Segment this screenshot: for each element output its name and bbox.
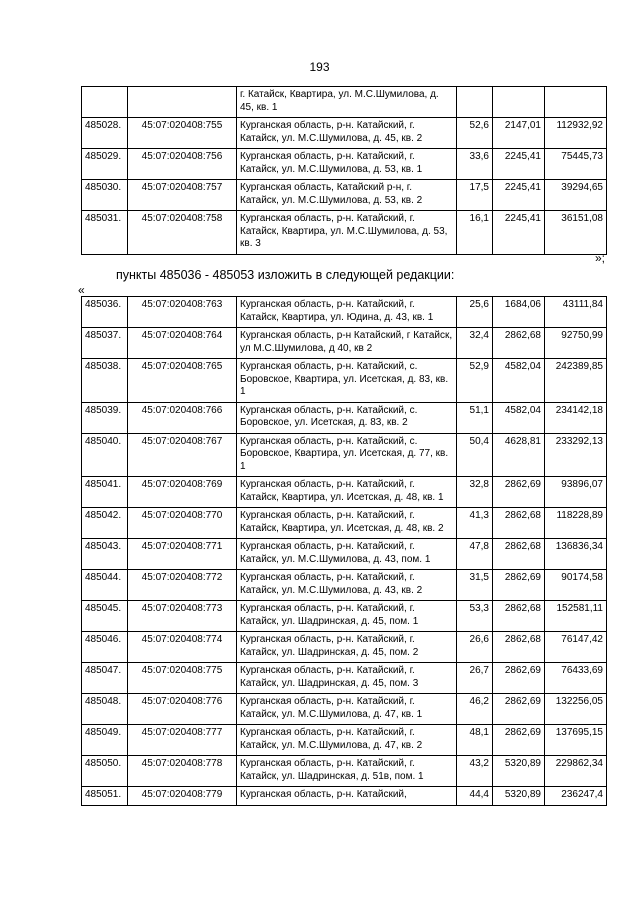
cadastral-number-cell: 45:07:020408:763 xyxy=(128,297,237,328)
item-number-cell xyxy=(82,87,128,118)
cadastral-cost-cell: 118228,89 xyxy=(545,508,607,539)
item-number-cell: 485038. xyxy=(82,359,128,403)
registry-table-previous-body xyxy=(82,87,607,255)
unit-price-cell: 2862,68 xyxy=(493,632,545,663)
unit-price-cell: 2862,68 xyxy=(493,328,545,359)
area-value-cell: 44,4 xyxy=(457,787,493,806)
address-cell: г. Катайск, Квартира, ул. М.С.Шумилова, д. 45, кв. 1 xyxy=(237,87,457,118)
closing-quote: »; xyxy=(594,251,605,265)
address-cell: Курганская область, р-н. Катайский, г. Катайск, ул. М.С.Шумилова, д. 47, кв. 2 xyxy=(237,725,457,756)
cadastral-cost-cell: 43111,84 xyxy=(545,297,607,328)
address-cell: Курганская область, Катайский р-н, г. Катайск, ул. М.С.Шумилова, д. 53, кв. 2 xyxy=(237,180,457,211)
cadastral-cost-cell: 132256,05 xyxy=(545,694,607,725)
item-number-cell: 485050. xyxy=(82,756,128,787)
cadastral-number-cell: 45:07:020408:771 xyxy=(128,539,237,570)
item-number-cell: 485028. xyxy=(82,118,128,149)
unit-price-cell: 2862,68 xyxy=(493,601,545,632)
area-value-cell: 50,4 xyxy=(457,433,493,477)
cadastral-cost-cell: 234142,18 xyxy=(545,402,607,433)
table-row xyxy=(82,570,607,601)
area-value-cell: 33,6 xyxy=(457,149,493,180)
item-number-cell: 485051. xyxy=(82,787,128,806)
table-row xyxy=(82,787,607,806)
area-value-cell: 31,5 xyxy=(457,570,493,601)
address-cell: Курганская область, р-н. Катайский, г. Катайск, ул. М.С.Шумилова, д. 47, кв. 1 xyxy=(237,694,457,725)
area-value-cell: 47,8 xyxy=(457,539,493,570)
item-number-cell: 485036. xyxy=(82,297,128,328)
table-row xyxy=(82,539,607,570)
unit-price-cell: 2245,41 xyxy=(493,180,545,211)
area-value-cell: 51,1 xyxy=(457,402,493,433)
cadastral-number-cell: 45:07:020408:778 xyxy=(128,756,237,787)
unit-price-cell: 1684,06 xyxy=(493,297,545,328)
table-row xyxy=(82,180,607,211)
area-value-cell: 52,6 xyxy=(457,118,493,149)
address-cell: Курганская область, р-н. Катайский, г. Катайск, Квартира, ул. Исетская, д. 48, кв. 2 xyxy=(237,508,457,539)
address-cell: Курганская область, р-н. Катайский, xyxy=(237,787,457,806)
cadastral-cost-cell: 137695,15 xyxy=(545,725,607,756)
table-row xyxy=(82,359,607,403)
table-row xyxy=(82,211,607,255)
cadastral-number-cell: 45:07:020408:779 xyxy=(128,787,237,806)
cadastral-cost-cell: 233292,13 xyxy=(545,433,607,477)
address-cell: Курганская область, р-н. Катайский, с. Боровское, Квартира, ул. Исетская, д. 83, кв. 1 xyxy=(237,359,457,403)
area-value-cell: 43,2 xyxy=(457,756,493,787)
item-number-cell: 485037. xyxy=(82,328,128,359)
table-row xyxy=(82,694,607,725)
table-row xyxy=(82,118,607,149)
cadastral-cost-cell: 152581,11 xyxy=(545,601,607,632)
item-number-cell: 485029. xyxy=(82,149,128,180)
address-cell: Курганская область, р-н. Катайский, г. Катайск, ул. Шадринская, д. 45, пом. 2 xyxy=(237,632,457,663)
address-cell: Курганская область, р-н. Катайский, г. Катайск, ул. Шадринская, д. 51в, пом. 1 xyxy=(237,756,457,787)
unit-price-cell: 2862,69 xyxy=(493,694,545,725)
table-row xyxy=(82,477,607,508)
cadastral-number-cell: 45:07:020408:757 xyxy=(128,180,237,211)
registry-table-amended-body xyxy=(82,297,607,806)
cadastral-number-cell: 45:07:020408:765 xyxy=(128,359,237,403)
item-number-cell: 485046. xyxy=(82,632,128,663)
cadastral-cost-cell: 229862,34 xyxy=(545,756,607,787)
item-number-cell: 485031. xyxy=(82,211,128,255)
table-row xyxy=(82,725,607,756)
address-cell: Курганская область, р-н. Катайский, г. Катайск, ул. М.С.Шумилова, д. 43, пом. 1 xyxy=(237,539,457,570)
table-row xyxy=(82,756,607,787)
cadastral-cost-cell: 92750,99 xyxy=(545,328,607,359)
cadastral-number-cell: 45:07:020408:772 xyxy=(128,570,237,601)
cadastral-number-cell: 45:07:020408:769 xyxy=(128,477,237,508)
area-value-cell: 17,5 xyxy=(457,180,493,211)
unit-price-cell: 5320,89 xyxy=(493,787,545,806)
item-number-cell: 485043. xyxy=(82,539,128,570)
cadastral-cost-cell: 242389,85 xyxy=(545,359,607,403)
area-value-cell: 26,7 xyxy=(457,663,493,694)
area-value-cell: 52,9 xyxy=(457,359,493,403)
cadastral-number-cell: 45:07:020408:755 xyxy=(128,118,237,149)
area-value-cell: 26,6 xyxy=(457,632,493,663)
cadastral-cost-cell: 39294,65 xyxy=(545,180,607,211)
item-number-cell: 485030. xyxy=(82,180,128,211)
item-number-cell: 485042. xyxy=(82,508,128,539)
table-row xyxy=(82,87,607,118)
table-row xyxy=(82,297,607,328)
cadastral-cost-cell: 75445,73 xyxy=(545,149,607,180)
unit-price-cell: 2862,69 xyxy=(493,570,545,601)
cadastral-number-cell: 45:07:020408:775 xyxy=(128,663,237,694)
address-cell: Курганская область, р-н. Катайский, г. Катайск, ул. М.С.Шумилова, д. 53, кв. 1 xyxy=(237,149,457,180)
address-cell: Курганская область, р-н. Катайский, г. Катайск, ул. Шадринская, д. 45, пом. 3 xyxy=(237,663,457,694)
area-value-cell: 46,2 xyxy=(457,694,493,725)
table-row xyxy=(82,601,607,632)
item-number-cell: 485041. xyxy=(82,477,128,508)
item-number-cell: 485045. xyxy=(82,601,128,632)
address-cell: Курганская область, р-н. Катайский, г. Катайск, ул. Шадринская, д. 45, пом. 1 xyxy=(237,601,457,632)
area-value-cell: 53,3 xyxy=(457,601,493,632)
cadastral-number-cell: 45:07:020408:773 xyxy=(128,601,237,632)
page-number: 193 xyxy=(309,60,330,74)
cadastral-number-cell: 45:07:020408:776 xyxy=(128,694,237,725)
cadastral-cost-cell: 93896,07 xyxy=(545,477,607,508)
cadastral-cost-cell: 112932,92 xyxy=(545,118,607,149)
address-cell: Курганская область, р-н. Катайский, г. Катайск, Квартира, ул. Исетская, д. 48, кв. 1 xyxy=(237,477,457,508)
unit-price-cell: 2245,41 xyxy=(493,149,545,180)
cadastral-number-cell: 45:07:020408:774 xyxy=(128,632,237,663)
cadastral-number-cell: 45:07:020408:764 xyxy=(128,328,237,359)
cadastral-number-cell: 45:07:020408:770 xyxy=(128,508,237,539)
address-cell: Курганская область, р-н. Катайский, г. Катайск, ул. М.С.Шумилова, д. 43, кв. 2 xyxy=(237,570,457,601)
cadastral-number-cell: 45:07:020408:767 xyxy=(128,433,237,477)
cadastral-number-cell xyxy=(128,87,237,118)
cadastral-cost-cell: 76147,42 xyxy=(545,632,607,663)
unit-price-cell: 5320,89 xyxy=(493,756,545,787)
table-row xyxy=(82,149,607,180)
amendment-instruction: пункты 485036 - 485053 изложить в следующей редакции: xyxy=(116,268,455,282)
table-row xyxy=(82,433,607,477)
opening-quote: « xyxy=(78,283,85,297)
item-number-cell: 485040. xyxy=(82,433,128,477)
item-number-cell: 485049. xyxy=(82,725,128,756)
cadastral-cost-cell: 90174,58 xyxy=(545,570,607,601)
cadastral-number-cell: 45:07:020408:766 xyxy=(128,402,237,433)
area-value-cell: 48,1 xyxy=(457,725,493,756)
registry-table-amended xyxy=(81,296,607,806)
item-number-cell: 485047. xyxy=(82,663,128,694)
address-cell: Курганская область, р-н. Катайский, с. Боровское, ул. Исетская, д. 83, кв. 2 xyxy=(237,402,457,433)
table-row xyxy=(82,632,607,663)
table-row xyxy=(82,402,607,433)
address-cell: Курганская область, р-н. Катайский, г. Катайск, Квартира, ул. Юдина, д. 43, кв. 1 xyxy=(237,297,457,328)
unit-price-cell: 2862,69 xyxy=(493,663,545,694)
area-value-cell xyxy=(457,87,493,118)
unit-price-cell xyxy=(493,87,545,118)
item-number-cell: 485048. xyxy=(82,694,128,725)
unit-price-cell: 2862,68 xyxy=(493,508,545,539)
registry-table-previous xyxy=(81,86,607,255)
cadastral-number-cell: 45:07:020408:756 xyxy=(128,149,237,180)
address-cell: Курганская область, р-н. Катайский, г. Катайск, ул. М.С.Шумилова, д. 45, кв. 2 xyxy=(237,118,457,149)
cadastral-cost-cell: 36151,08 xyxy=(545,211,607,255)
cadastral-cost-cell xyxy=(545,87,607,118)
unit-price-cell: 2862,68 xyxy=(493,539,545,570)
area-value-cell: 25,6 xyxy=(457,297,493,328)
item-number-cell: 485039. xyxy=(82,402,128,433)
unit-price-cell: 2147,01 xyxy=(493,118,545,149)
unit-price-cell: 2245,41 xyxy=(493,211,545,255)
address-cell: Курганская область, р-н. Катайский, г. Катайск, Квартира, ул. М.С.Шумилова, д. 53, кв. 3 xyxy=(237,211,457,255)
cadastral-cost-cell: 236247,4 xyxy=(545,787,607,806)
unit-price-cell: 4582,04 xyxy=(493,359,545,403)
area-value-cell: 32,8 xyxy=(457,477,493,508)
table-row xyxy=(82,663,607,694)
item-number-cell: 485044. xyxy=(82,570,128,601)
unit-price-cell: 4628,81 xyxy=(493,433,545,477)
address-cell: Курганская область, р-н. Катайский, с. Боровское, Квартира, ул. Исетская, д. 77, кв. 1 xyxy=(237,433,457,477)
table-row xyxy=(82,328,607,359)
area-value-cell: 32,4 xyxy=(457,328,493,359)
cadastral-cost-cell: 76433,69 xyxy=(545,663,607,694)
cadastral-number-cell: 45:07:020408:777 xyxy=(128,725,237,756)
area-value-cell: 16,1 xyxy=(457,211,493,255)
unit-price-cell: 4582,04 xyxy=(493,402,545,433)
unit-price-cell: 2862,69 xyxy=(493,725,545,756)
unit-price-cell: 2862,69 xyxy=(493,477,545,508)
address-cell: Курганская область, р-н Катайский, г Катайск, ул М.С.Шумилова, д 40, кв 2 xyxy=(237,328,457,359)
cadastral-number-cell: 45:07:020408:758 xyxy=(128,211,237,255)
cadastral-cost-cell: 136836,34 xyxy=(545,539,607,570)
table-row xyxy=(82,508,607,539)
area-value-cell: 41,3 xyxy=(457,508,493,539)
